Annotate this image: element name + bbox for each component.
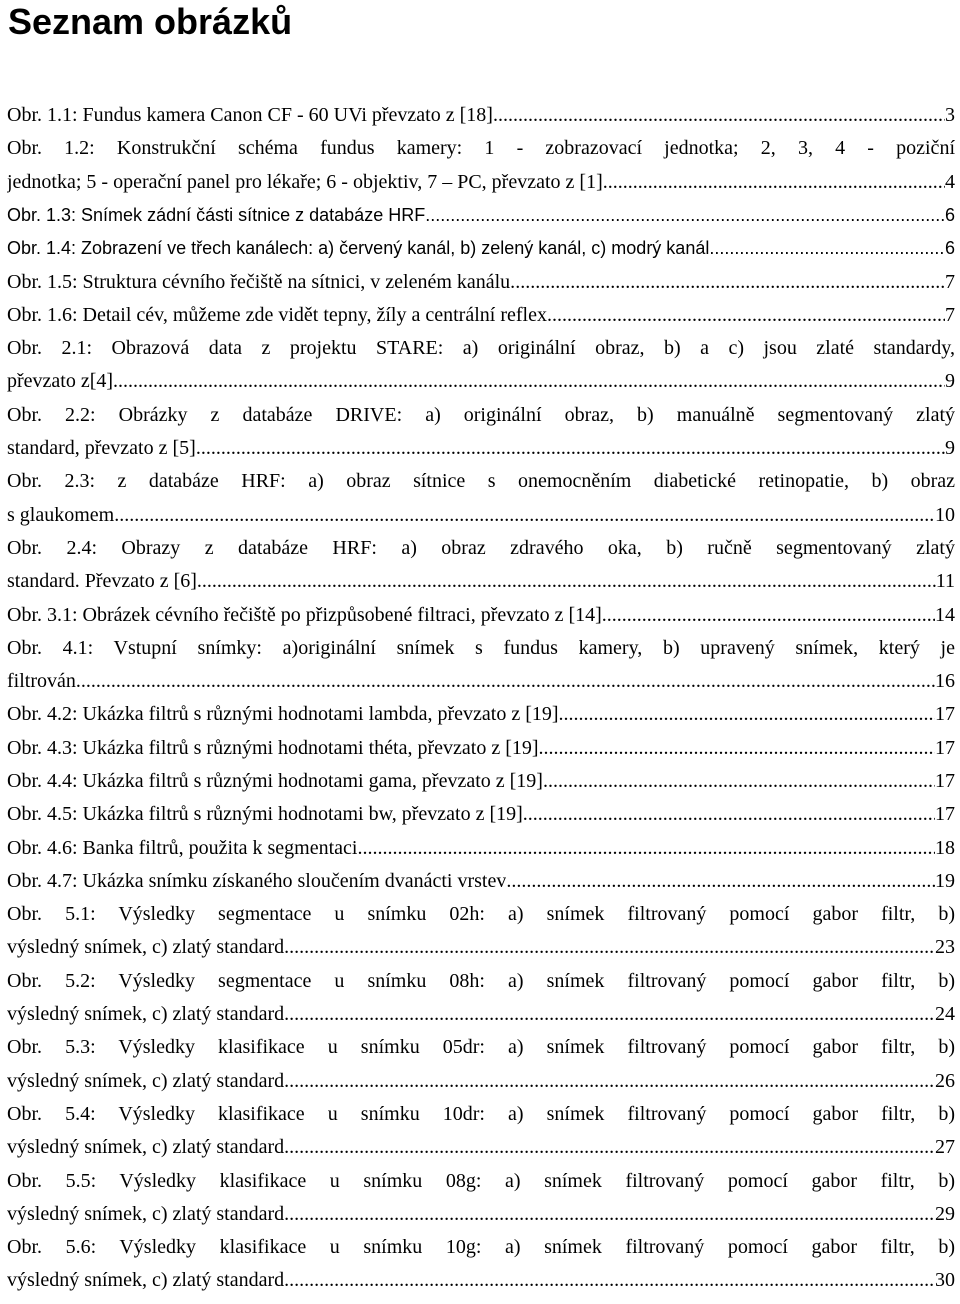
toc-page-number: 17 (935, 803, 955, 826)
toc-entry-text: s glaukomem. (7, 503, 120, 526)
toc-entry-line (7, 733, 960, 763)
dot-leader (284, 1265, 935, 1295)
dot-leader (559, 699, 935, 729)
toc-entry-text: výsledný snímek, c) zlatý standard (7, 1269, 285, 1292)
dot-leader (425, 200, 945, 230)
toc-entry-text: Obr. 4.6: Banka filtrů, použita k segmentaci (7, 836, 358, 859)
toc-entry-text: Obr. 3.1: Obrázek cévního řečiště po přizpůsobené filtraci, převzato z [14]. (7, 603, 607, 626)
toc-page-number: 7 (945, 270, 955, 293)
toc-entry-line (7, 100, 960, 130)
toc-entry-text: Obr. 1.2: Konstrukční schéma fundus kamery: 1 - zobrazovací jednotka; 2, 3, 4 - poziční (7, 137, 955, 160)
toc-entry-text: Obr. 4.1: Vstupní snímky: a)originální snímek s fundus kamery, b) upravený snímek, který je (7, 636, 955, 659)
toc-page-number: 29 (935, 1202, 955, 1225)
toc-page-number: 18 (935, 836, 955, 859)
toc-entry-line (7, 1032, 960, 1062)
toc-entry-text: jednotka; 5 - operační panel pro lékaře; 6 - objektiv, 7 – PC, převzato z [1] (7, 170, 603, 193)
toc-entry-text: Obr. 4.7: Ukázka snímku získaného sloučením dvanácti vrstev (7, 869, 507, 892)
toc-entry-line (7, 1265, 960, 1295)
toc-page-number: 6 (944, 204, 955, 225)
toc-entry-text: standard. Převzato z [6]. (7, 570, 202, 593)
dot-leader (607, 600, 935, 630)
dot-leader (284, 932, 935, 962)
dot-leader (539, 733, 935, 763)
toc-entry-line (7, 666, 960, 696)
toc-entry-line (7, 300, 960, 330)
toc-page-number: 6 (944, 238, 955, 259)
toc-entry-text: Obr. 4.4: Ukázka filtrů s různými hodnotami gama, převzato z [19] (7, 770, 543, 792)
toc-entry-line (7, 1099, 960, 1129)
toc-entry-line (7, 167, 960, 197)
dot-leader (284, 1132, 935, 1162)
toc-entry-text: standard, převzato z [5] (7, 436, 196, 459)
dot-leader (603, 167, 945, 197)
dot-leader (119, 500, 935, 530)
toc-entry-text: Obr. 4.3: Ukázka filtrů s různými hodnotami théta, převzato z [19] (7, 736, 539, 759)
toc-entry-line (7, 899, 960, 929)
toc-entry-text: Obr. 5.3: Výsledky klasifikace u snímku 05dr: a) snímek filtrovaný pomocí gabor filtr, b) (7, 1036, 955, 1059)
toc-page-number: 17 (935, 703, 955, 726)
toc-page-number: 3 (945, 104, 955, 126)
dot-leader (523, 799, 935, 829)
toc-entry-line (7, 766, 960, 796)
toc-page-number: 9 (945, 370, 955, 393)
toc-entry-line (7, 866, 960, 896)
toc-entry-line (7, 200, 960, 230)
toc-entry-line (7, 1199, 960, 1229)
toc-entry-text: Obr. 1.6: Detail cév, můžeme zde vidět tepny, žíly a centrální reflex. (7, 303, 552, 326)
toc-page-number: 17 (935, 736, 955, 759)
toc-page-number: 17 (935, 770, 955, 792)
toc-entry-line (7, 433, 960, 463)
dot-leader (515, 267, 945, 297)
toc-page-number: 10 (935, 503, 955, 526)
toc-page-number: 9 (945, 436, 955, 459)
toc-entry-line (7, 366, 960, 396)
toc-entry-text: Obr. 5.4: Výsledky klasifikace u snímku 10dr: a) snímek filtrovaný pomocí gabor filtr, b) (7, 1103, 955, 1125)
dot-leader (284, 1066, 935, 1096)
toc-entry-text: výsledný snímek, c) zlatý standard (7, 936, 285, 959)
toc-entry-text: Obr. 2.3: z databáze HRF: a) obraz sítnice s onemocněním diabetické retinopatie, b) obraz (7, 470, 955, 493)
toc-entry-line (7, 533, 960, 563)
toc-entry-text: Obr. 4.2: Ukázka filtrů s různými hodnotami lambda, převzato z [19] (7, 703, 559, 726)
toc-entry-line (7, 833, 960, 863)
toc-entry-line (7, 600, 960, 630)
toc-page-number: 11 (935, 570, 955, 593)
toc-entry-text: Obr. 1.4: Zobrazení ve třech kanálech: a) červený kanál, b) zelený kanál, c) modrý kanál (7, 238, 710, 259)
toc-page-number: 14 (935, 603, 955, 626)
toc-entry-line (7, 466, 960, 496)
dot-leader (76, 666, 935, 696)
dot-leader (284, 999, 935, 1029)
toc-entry-text: výsledný snímek, c) zlatý standard (7, 1003, 285, 1026)
toc-entry-line (7, 1132, 960, 1162)
dot-leader (493, 100, 945, 130)
toc-entry-line (7, 566, 960, 596)
toc-entry-line (7, 932, 960, 962)
toc-page-number: 19 (935, 869, 955, 892)
toc-entry-line (7, 400, 960, 430)
toc-entry-line (7, 133, 960, 163)
dot-leader (506, 866, 935, 896)
toc-entry-text: Obr. 2.4: Obrazy z databáze HRF: a) obraz zdravého oka, b) ručně segmentovaný zlatý (7, 536, 955, 559)
toc-entry-line (7, 333, 960, 363)
dot-leader (709, 233, 945, 263)
toc-entry-text: filtrován (7, 670, 76, 693)
toc-entry-line (7, 1166, 960, 1196)
toc-page-number: 16 (935, 670, 955, 693)
toc-entry-line (7, 633, 960, 663)
toc-page-number: 7 (945, 303, 955, 326)
dot-leader (196, 433, 945, 463)
toc-entry-line (7, 699, 960, 729)
toc-page-number: 24 (935, 1003, 955, 1026)
toc-entry-text: Obr. 4.5: Ukázka filtrů s různými hodnotami bw, převzato z [19] (7, 803, 523, 826)
dot-leader (284, 1199, 935, 1229)
toc-page-number: 23 (935, 936, 955, 959)
dot-leader (202, 566, 936, 596)
page-title: Seznam obrázků (8, 1, 293, 42)
toc-entry-text: Obr. 2.1: Obrazová data z projektu STARE: a) originální obraz, b) a c) jsou zlaté standardy, (7, 337, 955, 360)
toc-entry-line (7, 1232, 960, 1262)
toc-page-number: 30 (935, 1269, 955, 1292)
dot-leader (552, 300, 945, 330)
toc-entry-text: Obr. 5.6: Výsledky klasifikace u snímku 10g: a) snímek filtrovaný pomocí gabor filtr, b) (7, 1236, 955, 1259)
dot-leader (113, 366, 945, 396)
toc-page-number: 4 (945, 170, 955, 193)
toc-entry-text: Obr. 5.1: Výsledky segmentace u snímku 02h: a) snímek filtrovaný pomocí gabor filtr, b) (7, 903, 955, 926)
toc-entry-text: výsledný snímek, c) zlatý standard (7, 1136, 285, 1159)
toc-entry-line (7, 267, 960, 297)
toc-entry-text: Obr. 1.1: Fundus kamera Canon CF - 60 UVi převzato z [18] (7, 104, 493, 126)
toc-entry-text: Obr. 1.5: Struktura cévního řečiště na sítnici, v zeleném kanálu. (7, 270, 516, 293)
toc-entry-text: Obr. 5.5: Výsledky klasifikace u snímku 08g: a) snímek filtrovaný pomocí gabor filtr, b) (7, 1169, 955, 1192)
toc-entry-line (7, 500, 960, 530)
dot-leader (543, 766, 935, 796)
toc-entry-line (7, 999, 960, 1029)
toc-entry-text: Obr. 2.2: Obrázky z databáze DRIVE: a) originální obraz, b) manuálně segmentovaný zlatý (7, 403, 955, 426)
toc-entry-line (7, 799, 960, 829)
toc-entry-line (7, 233, 960, 263)
toc-entry-text: výsledný snímek, c) zlatý standard (7, 1202, 285, 1225)
toc-page-number: 26 (935, 1069, 955, 1092)
toc-entry-line (7, 966, 960, 996)
toc-entry-line (7, 1066, 960, 1096)
toc-entry-text: Obr. 5.2: Výsledky segmentace u snímku 08h: a) snímek filtrovaný pomocí gabor filtr, b) (7, 969, 955, 992)
toc-entry-text: převzato z[4] (7, 370, 114, 393)
toc-page-number: 27 (935, 1136, 955, 1159)
dot-leader (357, 833, 935, 863)
toc-entry-text: Obr. 1.3: Snímek zádní části sítnice z databáze HRF (7, 204, 426, 225)
toc-entry-text: výsledný snímek, c) zlatý standard (7, 1069, 285, 1092)
